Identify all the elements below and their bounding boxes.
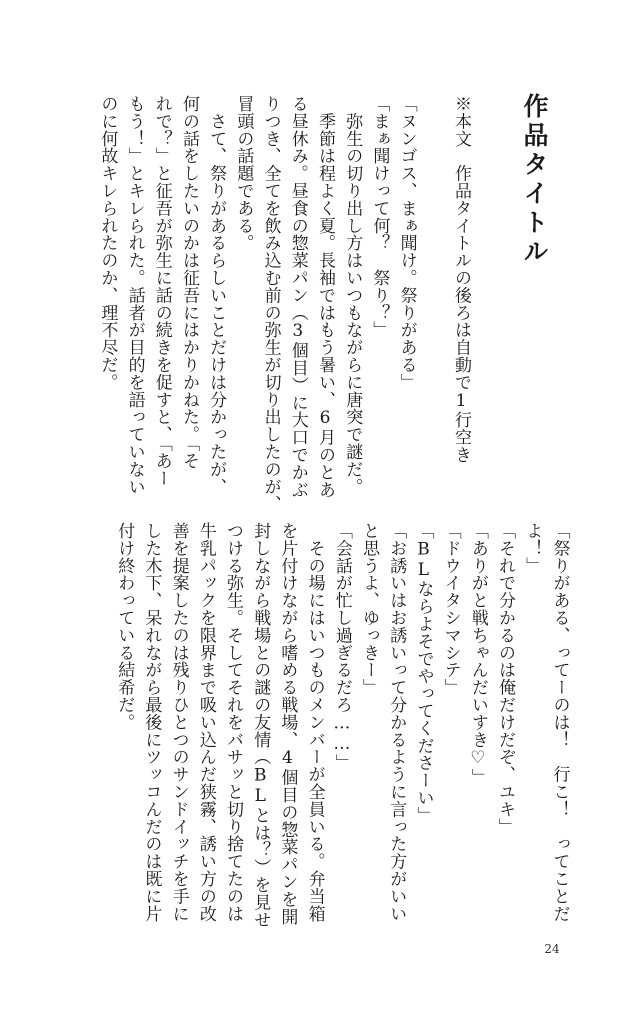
text-line: した木下、呆れながら最後にツッコんだのは既に片 [141, 522, 162, 923]
text-line: その場にはいつものメンバーが全員いる。弁当箱 [304, 522, 325, 923]
text-line: 「会話が忙し過ぎるだろ……」 [331, 522, 352, 772]
text-line: と思うよ、ゆっきー」 [359, 522, 380, 696]
text-line: 「ヌンゴス、まぁ聞け。祭りがある」 [396, 95, 417, 391]
text-line: よ！」 [522, 522, 543, 575]
text-line: 冒頭の話題である。 [233, 95, 254, 252]
text-line: 付け終わっている結希だ。 [114, 522, 135, 731]
text-line: 「祭りがある、ってーのは！ 行こ！ ってことだ [549, 522, 570, 923]
upper-text-block [93, 95, 474, 513]
text-line: 封しながら戦場との謎の友情（BLとは？）を見せ [250, 522, 271, 929]
text-line: のに何故キレられたのか、理不尽だ。 [97, 95, 118, 391]
text-line: 弥生の切り出し方はいつもながらに唐突で謎だ。 [342, 95, 363, 496]
text-line: 「まぁ聞けって何？ 祭り？」 [369, 95, 390, 339]
work-title: 作品タイトル [520, 93, 549, 267]
text-line: ※本文 作品タイトルの後ろは自動で1行空き [451, 95, 471, 464]
text-line: もう！」とキレられた。話者が目的を語っていない [124, 95, 145, 496]
text-line: 「ドウイタシマシテ」 [440, 522, 461, 696]
text-line: りつき、全てを飲み込む前の弥生が切り出したのが、 [260, 95, 281, 513]
text-line: 「BLならよそでやってくださーい」 [413, 522, 434, 824]
blank-line [420, 95, 447, 513]
text-line: 善を提案したのは残りひとつのサンドイッチを手に [168, 522, 189, 923]
text-line: 牛乳パックを限界まで吸い込んだ狭霧、誘い方の改 [195, 522, 216, 923]
text-line: つける弥生。そしてそれをバサッと切り捨てたのは [223, 522, 244, 923]
text-line: を片付けながら嗜める戦場、4個目の惣菜パンを開 [277, 522, 298, 926]
text-line: る昼休み。昼食の惣菜パン（3個目）に大口でかぶ [287, 95, 308, 499]
text-line: さて、祭りがあるらしいことだけは分かったが、 [206, 95, 227, 496]
text-line: 「お誘いはお誘いって分かるように言った方がいい [386, 522, 407, 923]
text-line: 「それで分かるのは俺だけだぞ、ユキ」 [495, 522, 516, 836]
text-line: 何の話をしたいのかは征吾にはかりかねた。「そ [178, 95, 199, 470]
text-line: 「ありがと戦ちゃんだいすき♡」 [467, 522, 488, 786]
page-number: 24 [544, 942, 560, 956]
text-line: 季節は程よく夏。長袖ではもう暑い、6月のとあ [314, 95, 335, 499]
lower-text-block [110, 522, 572, 928]
text-line: れで？」と征吾が弥生に話の続きを促すと、「あー [151, 95, 172, 487]
